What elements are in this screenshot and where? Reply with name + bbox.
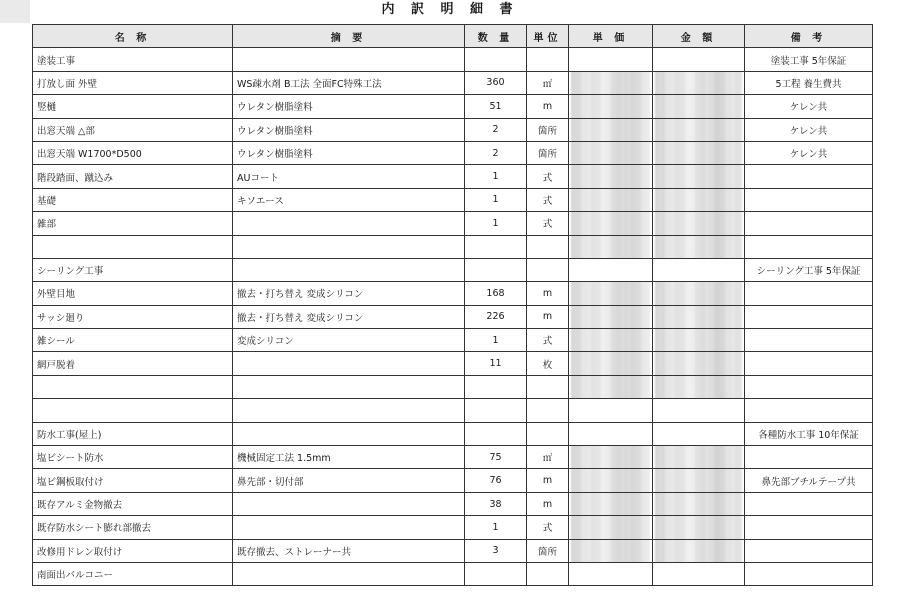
cell-quantity: 2 xyxy=(465,118,527,141)
cell-unit-price xyxy=(569,422,653,445)
cell-description xyxy=(233,258,465,281)
cell-amount xyxy=(653,118,745,141)
redacted-value xyxy=(571,539,650,562)
redacted-value xyxy=(655,165,742,188)
cell-remarks xyxy=(745,305,873,328)
cell-unit: m xyxy=(527,469,569,492)
cell-unit: 式 xyxy=(527,516,569,539)
cell-quantity: 1 xyxy=(465,188,527,211)
cell-remarks xyxy=(745,212,873,235)
cell-description xyxy=(233,516,465,539)
header-name: 名 称 xyxy=(33,25,233,48)
redacted-value xyxy=(655,539,742,562)
cell-name: 塩ビ鋼板取付け xyxy=(33,469,233,492)
cell-description xyxy=(233,375,465,398)
cell-quantity xyxy=(465,562,527,585)
redacted-value xyxy=(655,282,742,305)
redacted-value xyxy=(571,446,650,469)
table-row xyxy=(33,446,873,469)
cell-amount xyxy=(653,399,745,422)
cell-quantity: 1 xyxy=(465,516,527,539)
cell-description xyxy=(233,352,465,375)
cell-description xyxy=(233,562,465,585)
cell-remarks: 塗装工事 5年保証 xyxy=(745,48,873,71)
cell-description: 変成シリコン xyxy=(233,329,465,352)
cell-unit xyxy=(527,235,569,258)
cell-quantity: 51 xyxy=(465,95,527,118)
cell-amount xyxy=(653,375,745,398)
redacted-value xyxy=(655,492,742,515)
header-quantity: 数 量 xyxy=(465,25,527,48)
table-row xyxy=(33,399,873,422)
redacted-value xyxy=(655,305,742,328)
table-row xyxy=(33,235,873,258)
cell-quantity: 1 xyxy=(465,329,527,352)
document-title: 内 訳 明 細 書 xyxy=(381,2,519,17)
cell-unit: m xyxy=(527,95,569,118)
cell-quantity xyxy=(465,422,527,445)
cell-unit: m xyxy=(527,492,569,515)
header-description: 摘 要 xyxy=(233,25,465,48)
cell-name: 雑シール xyxy=(33,329,233,352)
cell-unit: m xyxy=(527,282,569,305)
cell-amount xyxy=(653,165,745,188)
table-row xyxy=(33,469,873,492)
table-row xyxy=(33,141,873,164)
cell-remarks xyxy=(745,188,873,211)
cell-remarks xyxy=(745,516,873,539)
cell-remarks xyxy=(745,329,873,352)
table-row xyxy=(33,492,873,515)
cell-name xyxy=(33,375,233,398)
cell-name: 出窓天端 W1700*D500 xyxy=(33,141,233,164)
cell-quantity: 168 xyxy=(465,282,527,305)
cell-quantity: 3 xyxy=(465,539,527,562)
table-row xyxy=(33,539,873,562)
cell-quantity: 75 xyxy=(465,446,527,469)
cell-unit-price xyxy=(569,399,653,422)
cell-remarks xyxy=(745,562,873,585)
redacted-value xyxy=(655,141,742,164)
cell-remarks xyxy=(745,539,873,562)
redacted-value xyxy=(655,329,742,352)
cell-unit xyxy=(527,422,569,445)
table-row xyxy=(33,258,873,281)
cell-remarks: シーリング工事 5年保証 xyxy=(745,258,873,281)
cell-name: 既存アルミ金物撤去 xyxy=(33,492,233,515)
cell-amount xyxy=(653,258,745,281)
cell-name: 塗装工事 xyxy=(33,48,233,71)
cell-name xyxy=(33,235,233,258)
cell-remarks: 5工程 養生費共 xyxy=(745,71,873,94)
cell-amount xyxy=(653,446,745,469)
table-row xyxy=(33,71,873,94)
cell-amount xyxy=(653,422,745,445)
cell-unit: 枚 xyxy=(527,352,569,375)
redacted-value xyxy=(655,446,742,469)
cell-description: AUコート xyxy=(233,165,465,188)
cell-amount xyxy=(653,235,745,258)
cell-unit: ㎡ xyxy=(527,446,569,469)
cell-remarks: 鼻先部ブチルテープ共 xyxy=(745,469,873,492)
cell-unit-price xyxy=(569,539,653,562)
cell-quantity xyxy=(465,48,527,71)
cell-name: 外壁目地 xyxy=(33,282,233,305)
cell-unit-price xyxy=(569,212,653,235)
redacted-value xyxy=(571,95,650,118)
table-row xyxy=(33,95,873,118)
cell-unit-price xyxy=(569,446,653,469)
cell-name: 既存防水シート膨れ部撤去 xyxy=(33,516,233,539)
cell-unit-price xyxy=(569,188,653,211)
cell-quantity xyxy=(465,235,527,258)
cell-remarks xyxy=(745,352,873,375)
cell-unit-price xyxy=(569,562,653,585)
cell-quantity: 1 xyxy=(465,165,527,188)
cell-name: 竪樋 xyxy=(33,95,233,118)
table-row xyxy=(33,516,873,539)
table-row xyxy=(33,188,873,211)
cell-unit xyxy=(527,48,569,71)
cell-unit-price xyxy=(569,352,653,375)
redacted-value xyxy=(571,188,650,211)
cell-remarks xyxy=(745,165,873,188)
cell-unit: ㎡ xyxy=(527,71,569,94)
redacted-value xyxy=(571,165,650,188)
cell-amount xyxy=(653,71,745,94)
cell-name: 階段踏面、蹴込み xyxy=(33,165,233,188)
table-row xyxy=(33,422,873,445)
redacted-value xyxy=(571,282,650,305)
table-row xyxy=(33,375,873,398)
cell-unit-price xyxy=(569,258,653,281)
cell-unit-price xyxy=(569,469,653,492)
cell-description xyxy=(233,492,465,515)
cell-amount xyxy=(653,562,745,585)
cell-unit-price xyxy=(569,71,653,94)
table-row xyxy=(33,48,873,71)
redacted-value xyxy=(571,469,650,492)
cell-remarks: ケレン共 xyxy=(745,141,873,164)
redacted-value xyxy=(571,516,650,539)
cell-name: サッシ廻り xyxy=(33,305,233,328)
cell-unit-price xyxy=(569,516,653,539)
table-row xyxy=(33,562,873,585)
cell-remarks xyxy=(745,399,873,422)
redacted-value xyxy=(571,329,650,352)
cell-amount xyxy=(653,492,745,515)
cell-unit xyxy=(527,375,569,398)
cell-remarks: 各種防水工事 10年保証 xyxy=(745,422,873,445)
cell-description: キソエース xyxy=(233,188,465,211)
cell-description xyxy=(233,212,465,235)
cell-unit: 箇所 xyxy=(527,118,569,141)
cell-description: 撤去・打ち替え 変成シリコン xyxy=(233,282,465,305)
cell-remarks xyxy=(745,235,873,258)
cell-description: ウレタン樹脂塗料 xyxy=(233,141,465,164)
cell-unit: 式 xyxy=(527,165,569,188)
table-header-row xyxy=(33,25,873,48)
cell-unit-price xyxy=(569,48,653,71)
redacted-value xyxy=(571,305,650,328)
cell-unit-price xyxy=(569,95,653,118)
cell-description xyxy=(233,235,465,258)
cell-unit: 箇所 xyxy=(527,539,569,562)
cell-unit xyxy=(527,399,569,422)
cell-description xyxy=(233,422,465,445)
redacted-value xyxy=(571,375,650,398)
redacted-value xyxy=(571,71,650,94)
cell-unit-price xyxy=(569,165,653,188)
cell-unit-price xyxy=(569,118,653,141)
cell-name xyxy=(33,399,233,422)
redacted-value xyxy=(655,118,742,141)
cell-remarks: ケレン共 xyxy=(745,95,873,118)
cell-name: 打放し面 外壁 xyxy=(33,71,233,94)
cell-quantity xyxy=(465,375,527,398)
cell-amount xyxy=(653,48,745,71)
cell-description: ウレタン樹脂塗料 xyxy=(233,118,465,141)
cell-unit: 箇所 xyxy=(527,141,569,164)
table-row xyxy=(33,282,873,305)
cell-amount xyxy=(653,305,745,328)
cell-name: 網戸脱着 xyxy=(33,352,233,375)
header-remarks: 備 考 xyxy=(745,25,873,48)
cell-description xyxy=(233,48,465,71)
cell-quantity: 1 xyxy=(465,212,527,235)
cell-quantity: 360 xyxy=(465,71,527,94)
cell-description xyxy=(233,399,465,422)
cell-amount xyxy=(653,539,745,562)
cell-remarks xyxy=(745,282,873,305)
cell-unit-price xyxy=(569,329,653,352)
redacted-value xyxy=(571,141,650,164)
redacted-value xyxy=(655,516,742,539)
cell-unit-price xyxy=(569,492,653,515)
cell-name: 改修用ドレン取付け xyxy=(33,539,233,562)
cell-unit-price xyxy=(569,375,653,398)
cell-description: WS疎水剤 B工法 全面FC特殊工法 xyxy=(233,71,465,94)
cell-unit-price xyxy=(569,235,653,258)
cell-amount xyxy=(653,469,745,492)
cell-amount xyxy=(653,282,745,305)
cell-unit-price xyxy=(569,282,653,305)
cell-unit: 式 xyxy=(527,188,569,211)
cell-remarks xyxy=(745,375,873,398)
cell-name: 基礎 xyxy=(33,188,233,211)
cell-unit xyxy=(527,562,569,585)
cell-unit-price xyxy=(569,305,653,328)
cell-quantity: 11 xyxy=(465,352,527,375)
cell-amount xyxy=(653,329,745,352)
redacted-value xyxy=(655,352,742,375)
cell-unit-price xyxy=(569,141,653,164)
cell-remarks xyxy=(745,446,873,469)
itemized-statement-table xyxy=(32,24,873,586)
redacted-value xyxy=(655,212,742,235)
redacted-value xyxy=(571,492,650,515)
redacted-value xyxy=(571,352,650,375)
cell-quantity: 38 xyxy=(465,492,527,515)
cell-description: 既存撤去、ストレーナー共 xyxy=(233,539,465,562)
cell-description: 撤去・打ち替え 変成シリコン xyxy=(233,305,465,328)
cell-name: 雑部 xyxy=(33,212,233,235)
cell-description: 機械固定工法 1.5mm xyxy=(233,446,465,469)
header-unit: 単位 xyxy=(527,25,569,48)
cell-quantity: 226 xyxy=(465,305,527,328)
redacted-value xyxy=(655,375,742,398)
cell-amount xyxy=(653,212,745,235)
cell-amount xyxy=(653,352,745,375)
cell-description: 鼻先部・切付部 xyxy=(233,469,465,492)
redacted-value xyxy=(571,235,650,258)
cell-quantity: 2 xyxy=(465,141,527,164)
cell-amount xyxy=(653,141,745,164)
cell-name: 塩ビシート防水 xyxy=(33,446,233,469)
cell-unit xyxy=(527,258,569,281)
redacted-value xyxy=(655,469,742,492)
table-row xyxy=(33,212,873,235)
cell-quantity xyxy=(465,258,527,281)
cell-quantity xyxy=(465,399,527,422)
cell-name: 出窓天端 △部 xyxy=(33,118,233,141)
cell-name: 南面出バルコニー xyxy=(33,562,233,585)
cell-name: 防水工事(屋上) xyxy=(33,422,233,445)
cell-unit: 式 xyxy=(527,212,569,235)
cell-amount xyxy=(653,516,745,539)
redacted-value xyxy=(655,95,742,118)
header-amount: 金 額 xyxy=(653,25,745,48)
cell-unit: 式 xyxy=(527,329,569,352)
table-row xyxy=(33,118,873,141)
table-row xyxy=(33,352,873,375)
redacted-value xyxy=(655,235,742,258)
cell-amount xyxy=(653,188,745,211)
cell-remarks xyxy=(745,492,873,515)
redacted-value xyxy=(571,212,650,235)
table-row xyxy=(33,165,873,188)
cell-amount xyxy=(653,95,745,118)
cell-remarks: ケレン共 xyxy=(745,118,873,141)
cell-description: ウレタン樹脂塗料 xyxy=(233,95,465,118)
redacted-value xyxy=(655,71,742,94)
cell-unit: m xyxy=(527,305,569,328)
table-row xyxy=(33,329,873,352)
cell-quantity: 76 xyxy=(465,469,527,492)
redacted-value xyxy=(571,118,650,141)
table-row xyxy=(33,305,873,328)
redacted-value xyxy=(655,188,742,211)
cell-name: シーリング工事 xyxy=(33,258,233,281)
header-unit-price: 単 価 xyxy=(569,25,653,48)
